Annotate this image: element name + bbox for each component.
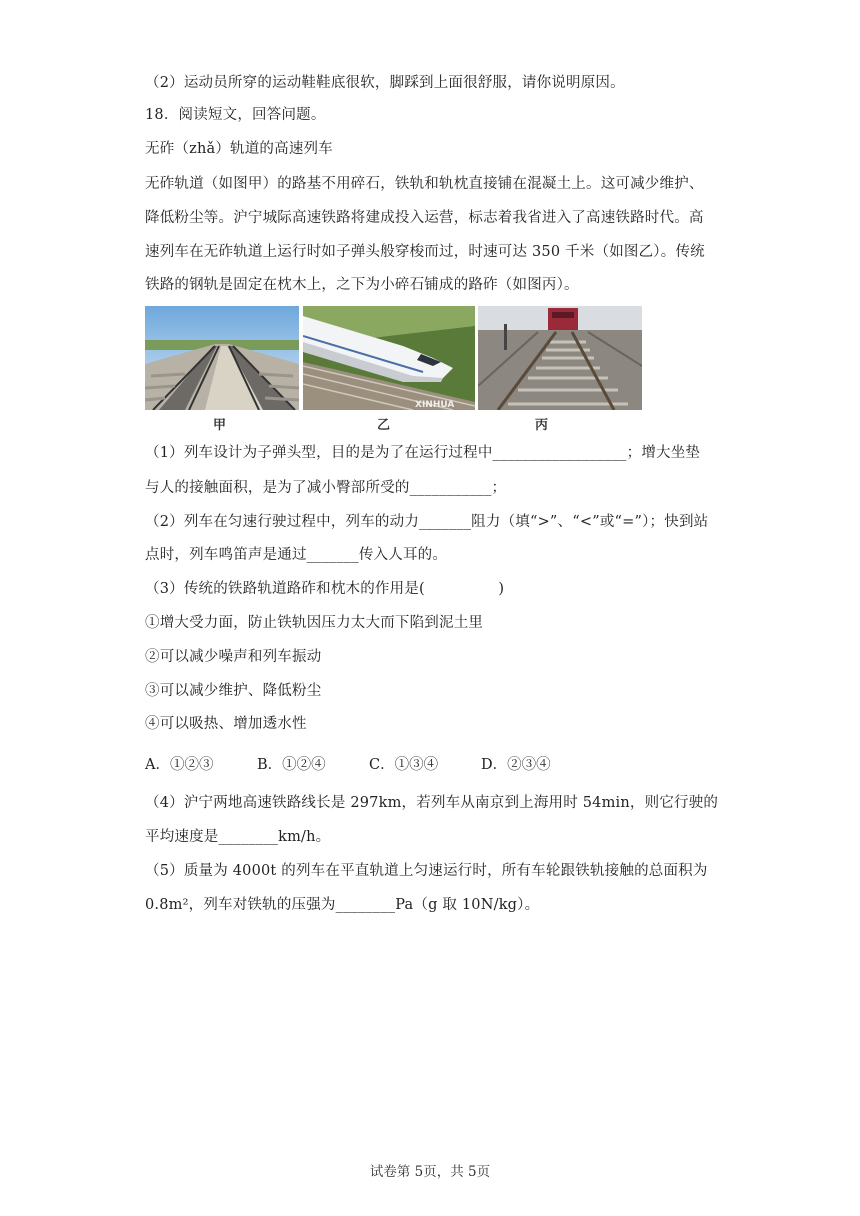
sub-question-4-line-2: 平均速度是________km/h。 [145,829,331,845]
sub-question-1-line-2: 与人的接触面积，是为了减小臀部所受的___________； [145,480,507,496]
passage-line-1: 无砟轨道（如图甲）的路基不用碎石，铁轨和轨枕直接铺在混凝土上。这可减少维护、 [145,176,704,192]
caption-jia: 甲 [213,418,227,433]
choice-statement-2: ②可以减少噪声和列车振动 [145,649,322,665]
question-18-intro: 18．阅读短文，回答问题。 [145,107,326,123]
photo-jia-ballastless-track [145,306,299,410]
option-d[interactable]: D．②③④ [481,757,551,773]
passage-line-2: 降低粉尘等。沪宁城际高速铁路将建成投入运营，标志着我省进入了高速铁路时代。高 [145,210,704,226]
option-a[interactable]: A．①②③ [145,757,214,773]
sub-question-1-line-1: （1）列车设计为子弹头型，目的是为了在运行过程中__________________；增大坐垫 [145,445,701,461]
sub-question-2-line-2: 点时，列车鸣笛声是通过_______传入人耳的。 [145,547,448,563]
caption-bing: 丙 [535,418,549,433]
option-b[interactable]: B．①②④ [257,757,326,773]
question-17-part-2: （2）运动员所穿的运动鞋鞋底很软，脚踩到上面很舒服，请你说明原因。 [145,75,625,91]
passage-line-4: 铁路的钢轨是固定在枕木上，之下为小碎石铺成的路砟（如图丙）。 [145,277,579,293]
photo-yi-high-speed-train [303,306,475,410]
passage-line-3: 速列车在无砟轨道上运行时如子弹头般穿梭而过，时速可达 350 千米（如图乙）。传统 [145,244,705,260]
choice-statement-3: ③可以减少维护、降低粉尘 [145,683,322,699]
caption-yi: 乙 [377,418,391,433]
photo-bing-ballast-track [478,306,642,410]
sub-question-5-line-1: （5）质量为 4000t 的列车在平直轨道上匀速运行时，所有车轮跟铁轨接触的总面积为 [145,863,708,879]
figure-photos [145,306,642,410]
choice-statement-4: ④可以吸热、增加透水性 [145,716,307,732]
sub-question-2-line-1: （2）列车在匀速行驶过程中，列车的动力_______阻力（填“>”、“<”或“=”）；快到站 [145,514,709,530]
choice-statement-1: ①增大受力面，防止铁轨因压力太大而下陷到泥土里 [145,615,484,631]
sub-question-4-line-1: （4）沪宁两地高速铁路线长是 297km，若列车从南京到上海用时 54min，则它行驶的 [145,795,719,811]
sub-question-5-line-2: 0.8m²，列车对铁轨的压强为________Pa（g 取 10N/kg）。 [145,897,540,913]
passage-title: 无砟（zhǎ）轨道的高速列车 [145,141,333,157]
page-footer: 试卷第 5页，共 5页 [369,1164,491,1180]
photo-watermark: XINHUA [415,400,455,410]
answer-options [145,754,551,776]
option-c[interactable]: C．①③④ [369,757,439,773]
sub-question-3: （3）传统的铁路轨道路砟和枕木的作用是( ) [145,581,505,597]
